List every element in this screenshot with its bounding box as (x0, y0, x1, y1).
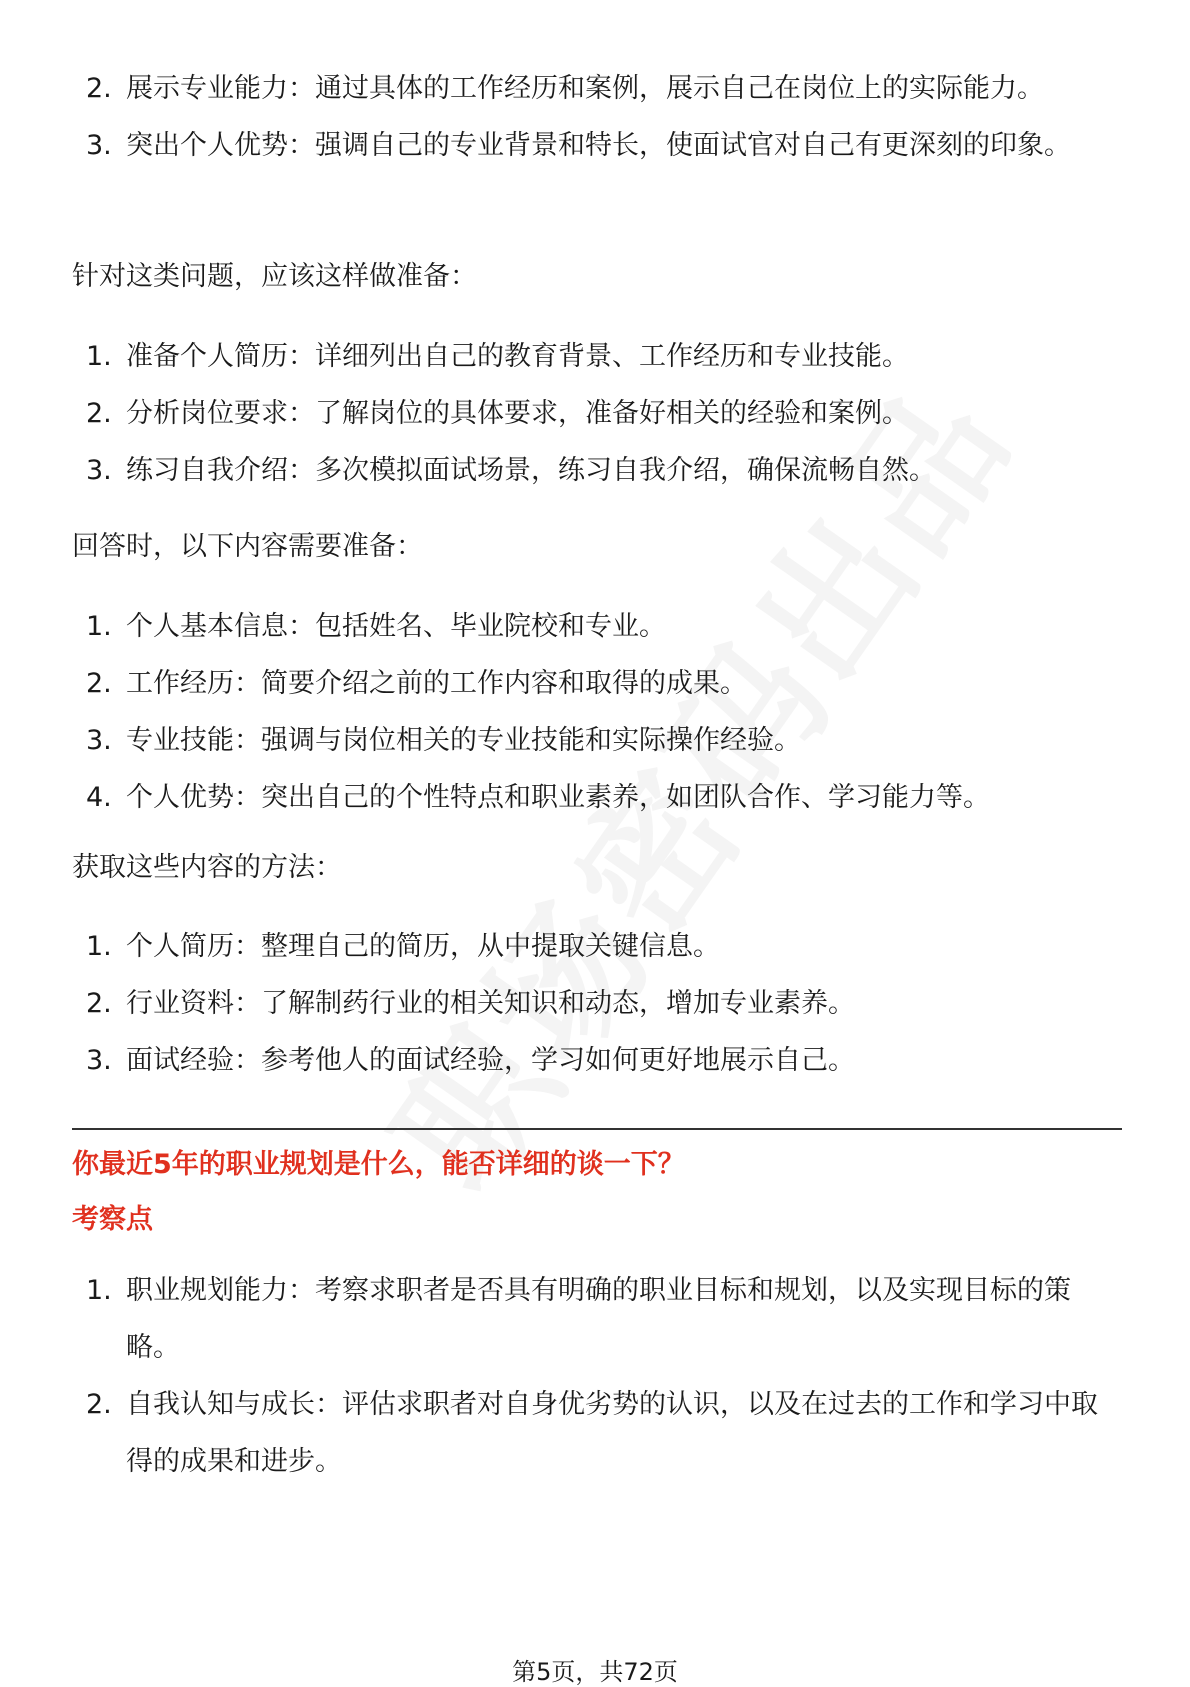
list-number: 3. (86, 725, 112, 756)
prep-heading: 针对这类问题，应该这样做准备： (72, 261, 477, 292)
list-number: 4. (86, 782, 112, 813)
list-text: 行业资料：了解制药行业的相关知识和动态，增加专业素养。 (126, 988, 855, 1019)
list-prep (0, 328, 1190, 499)
list-text: 个人简历：整理自己的简历，从中提取关键信息。 (126, 931, 720, 962)
list-text: 练习自我介绍：多次模拟面试场景，练习自我介绍，确保流畅自然。 (126, 455, 936, 486)
list-number: 2. (86, 1389, 112, 1420)
list-number: 1. (86, 1275, 112, 1306)
list-text: 面试经验：参考他人的面试经验，学习如何更好地展示自己。 (126, 1045, 855, 1076)
list-number: 3. (86, 455, 112, 486)
list-number: 3. (86, 130, 112, 161)
list-item (0, 442, 1190, 499)
list-item (0, 712, 1190, 769)
list-item (0, 385, 1190, 442)
answer-heading: 回答时，以下内容需要准备： (72, 531, 423, 562)
list-number: 2. (86, 988, 112, 1019)
list-number: 2. (86, 398, 112, 429)
list-answer (0, 598, 1190, 826)
list-text: 职业规划能力：考察求职者是否具有明确的职业目标和规划，以及实现目标的策略。 (126, 1275, 1071, 1363)
list-text: 专业技能：强调与岗位相关的专业技能和实际操作经验。 (126, 725, 801, 756)
question-subtitle: 考察点 (72, 1204, 153, 1235)
list-item (0, 975, 1190, 1032)
list-section-a (0, 60, 1190, 174)
list-item (0, 769, 1190, 826)
list-text: 分析岗位要求：了解岗位的具体要求，准备好相关的经验和案例。 (126, 398, 909, 429)
question-title: 你最近5年的职业规划是什么，能否详细的谈一下？ (72, 1149, 685, 1180)
list-item (0, 918, 1190, 975)
list-number: 1. (86, 931, 112, 962)
list-item (0, 328, 1190, 385)
list-text: 准备个人简历：详细列出自己的教育背景、工作经历和专业技能。 (126, 341, 909, 372)
list-text: 突出个人优势：强调自己的专业背景和特长，使面试官对自己有更深刻的印象。 (126, 130, 1071, 161)
list-question (0, 1262, 1190, 1490)
list-item (0, 598, 1190, 655)
list-item (0, 60, 1190, 117)
list-item (0, 655, 1190, 712)
list-text: 个人基本信息：包括姓名、毕业院校和专业。 (126, 611, 666, 642)
list-text: 个人优势：突出自己的个性特点和职业素养，如团队合作、学习能力等。 (126, 782, 990, 813)
list-text: 展示专业能力：通过具体的工作经历和案例，展示自己在岗位上的实际能力。 (126, 73, 1044, 104)
section-divider (72, 1128, 1122, 1130)
list-number: 1. (86, 611, 112, 642)
list-text: 工作经历：简要介绍之前的工作内容和取得的成果。 (126, 668, 747, 699)
page-footer: 第5页，共72页 (512, 1658, 678, 1686)
list-text: 自我认知与成长：评估求职者对自身优劣势的认识，以及在过去的工作和学习中取得的成果和进步。 (126, 1389, 1098, 1477)
list-item (0, 117, 1190, 174)
methods-heading: 获取这些内容的方法： (72, 852, 342, 883)
watermark (336, 430, 983, 1226)
list-item (0, 1376, 1190, 1490)
list-number: 1. (86, 341, 112, 372)
list-item (0, 1032, 1190, 1089)
list-number: 2. (86, 73, 112, 104)
list-number: 3. (86, 1045, 112, 1076)
list-number: 2. (86, 668, 112, 699)
list-item (0, 1262, 1190, 1376)
list-methods (0, 918, 1190, 1089)
